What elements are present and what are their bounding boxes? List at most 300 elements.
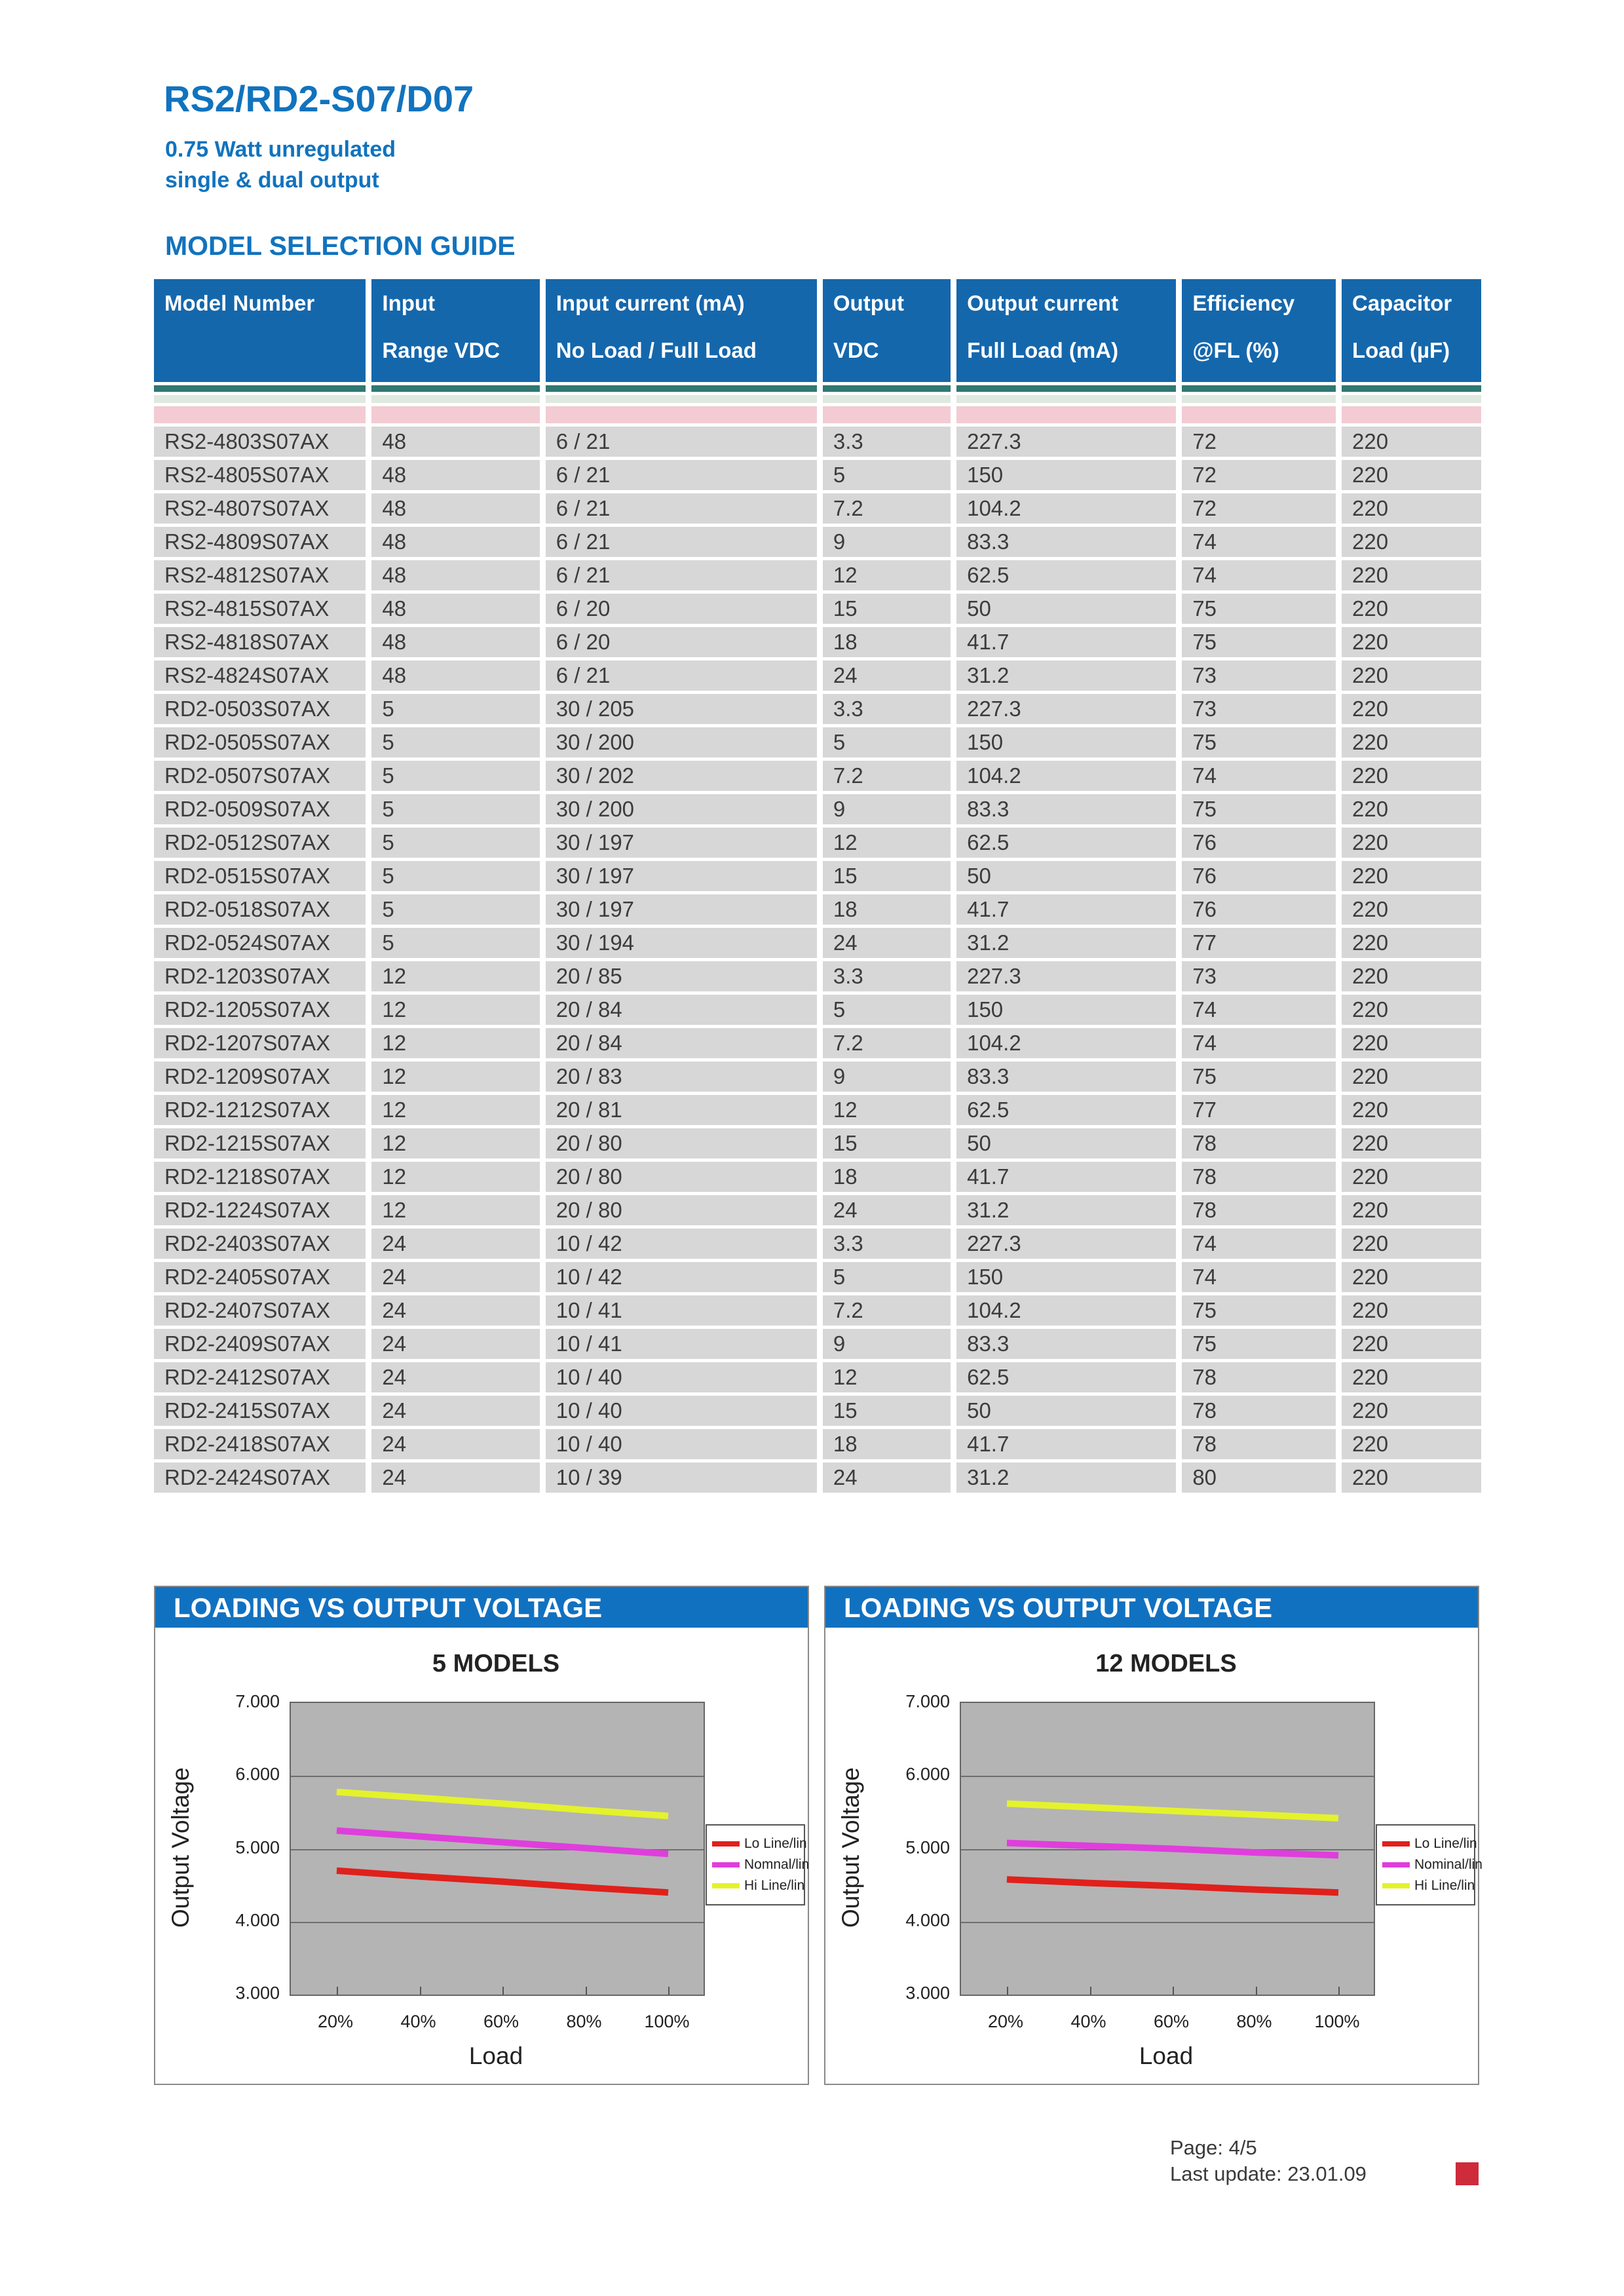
table-separator-strip — [154, 406, 1481, 423]
table-cell: 10 / 40 — [546, 1429, 817, 1459]
table-cell: 75 — [1182, 794, 1336, 824]
table-cell: 72 — [1182, 460, 1336, 490]
table-cell: 18 — [823, 627, 951, 657]
table-cell: 74 — [1182, 1262, 1336, 1292]
table-cell: 7.2 — [823, 1028, 951, 1058]
table-cell: RD2-1209S07AX — [154, 1062, 366, 1092]
table-cell: 220 — [1342, 928, 1481, 958]
table-cell: 83.3 — [956, 1062, 1176, 1092]
table-cell: RD2-0507S07AX — [154, 761, 366, 791]
legend-label: Hi Line/lin — [1414, 1878, 1475, 1893]
table-cell: 50 — [956, 594, 1176, 624]
table-cell: 7.2 — [823, 493, 951, 524]
table-cell: 220 — [1342, 527, 1481, 557]
table-cell: 76 — [1182, 894, 1336, 925]
y-axis-label: Output Voltage — [167, 1767, 194, 1928]
table-row — [154, 627, 1481, 657]
table-cell: 150 — [956, 460, 1176, 490]
table-cell: 48 — [371, 527, 539, 557]
table-cell: RD2-0503S07AX — [154, 694, 366, 724]
table-cell: RD2-1207S07AX — [154, 1028, 366, 1058]
table-row — [154, 493, 1481, 524]
table-cell: 5 — [371, 894, 539, 925]
table-row — [154, 1429, 1481, 1459]
table-cell: 48 — [371, 594, 539, 624]
y-tick-label: 3.000 — [235, 1983, 280, 2003]
legend-item — [712, 1854, 810, 1875]
table-cell: 220 — [1342, 1062, 1481, 1092]
table-cell: 76 — [1182, 828, 1336, 858]
table-cell: 3.3 — [823, 1229, 951, 1259]
table-cell: 3.3 — [823, 961, 951, 991]
table-cell: 220 — [1342, 961, 1481, 991]
table-cell: 30 / 197 — [546, 894, 817, 925]
table-cell: 220 — [1342, 727, 1481, 757]
table-cell: 6 / 21 — [546, 427, 817, 457]
table-cell: 24 — [823, 1195, 951, 1225]
table-row — [154, 694, 1481, 724]
table-row — [154, 660, 1481, 691]
table-cell: 78 — [1182, 1195, 1336, 1225]
table-cell: 12 — [371, 1062, 539, 1092]
table-row — [154, 794, 1481, 824]
table-row — [154, 1295, 1481, 1326]
table-row — [154, 594, 1481, 624]
table-cell: 18 — [823, 894, 951, 925]
table-cell: 41.7 — [956, 627, 1176, 657]
table-cell: 12 — [823, 1095, 951, 1125]
table-cell: RD2-2412S07AX — [154, 1362, 366, 1392]
y-tick-label: 5.000 — [905, 1837, 950, 1857]
model-selection-table — [148, 276, 1487, 1496]
table-cell: 62.5 — [956, 560, 1176, 590]
chart-panel-header: LOADING VS OUTPUT VOLTAGE — [825, 1587, 1478, 1630]
table-cell: 62.5 — [956, 828, 1176, 858]
table-cell: 104.2 — [956, 1028, 1176, 1058]
table-cell: 227.3 — [956, 427, 1176, 457]
y-axis-label: Output Voltage — [837, 1767, 864, 1928]
footer-last-update: Last update: 23.01.09 — [1170, 2162, 1367, 2185]
table-cell: RD2-2415S07AX — [154, 1396, 366, 1426]
table-cell: 220 — [1342, 1463, 1481, 1493]
table-row — [154, 1329, 1481, 1359]
table-cell: 5 — [371, 861, 539, 891]
table-cell: 76 — [1182, 861, 1336, 891]
table-row — [154, 727, 1481, 757]
table-cell: 77 — [1182, 928, 1336, 958]
legend-swatch — [1382, 1862, 1410, 1867]
table-cell: 83.3 — [956, 1329, 1176, 1359]
table-cell: 30 / 205 — [546, 694, 817, 724]
legend — [706, 1824, 810, 1905]
table-cell: 24 — [371, 1329, 539, 1359]
table-cell: 220 — [1342, 694, 1481, 724]
y-tick-label: 3.000 — [905, 1983, 950, 2003]
table-cell: 74 — [1182, 527, 1336, 557]
table-cell: 220 — [1342, 894, 1481, 925]
table-cell: 5 — [823, 1262, 951, 1292]
table-cell: 50 — [956, 1396, 1176, 1426]
table-cell: 75 — [1182, 627, 1336, 657]
table-cell: 220 — [1342, 560, 1481, 590]
y-tick-label: 6.000 — [235, 1764, 280, 1784]
table-cell: 220 — [1342, 627, 1481, 657]
table-cell: 7.2 — [823, 1295, 951, 1326]
table-row — [154, 995, 1481, 1025]
table-cell: 12 — [823, 1362, 951, 1392]
table-cell: 3.3 — [823, 694, 951, 724]
table-cell: 24 — [371, 1396, 539, 1426]
table-cell: 220 — [1342, 1028, 1481, 1058]
table-cell: 74 — [1182, 1229, 1336, 1259]
table-cell: RS2-4812S07AX — [154, 560, 366, 590]
table-row — [154, 527, 1481, 557]
x-tick-label: 20% — [317, 2012, 354, 2031]
table-cell: 12 — [371, 1128, 539, 1158]
table-cell: 6 / 20 — [546, 627, 817, 657]
table-cell: 72 — [1182, 493, 1336, 524]
table-cell: 15 — [823, 1396, 951, 1426]
table-cell: RD2-0515S07AX — [154, 861, 366, 891]
table-cell: RD2-0524S07AX — [154, 928, 366, 958]
table-cell: 10 / 42 — [546, 1262, 817, 1292]
table-row — [154, 894, 1481, 925]
table-cell: 78 — [1182, 1162, 1336, 1192]
table-cell: 75 — [1182, 594, 1336, 624]
table-cell: 5 — [371, 828, 539, 858]
table-cell: 150 — [956, 727, 1176, 757]
x-tick-label: 60% — [483, 2012, 519, 2031]
table-cell: 24 — [823, 1463, 951, 1493]
table-cell: 150 — [956, 1262, 1176, 1292]
y-tick-label: 7.000 — [905, 1691, 950, 1712]
table-cell: 220 — [1342, 1095, 1481, 1125]
chart-panel — [824, 1586, 1482, 2085]
table-cell: 12 — [371, 1195, 539, 1225]
table-header-cell: Efficiency @FL (%) — [1182, 279, 1336, 382]
table-cell: 80 — [1182, 1463, 1336, 1493]
table-cell: 9 — [823, 1062, 951, 1092]
section-heading: MODEL SELECTION GUIDE — [165, 231, 516, 261]
table-cell: RS2-4818S07AX — [154, 627, 366, 657]
table-cell: 12 — [823, 828, 951, 858]
table-cell: 48 — [371, 460, 539, 490]
table-row — [154, 928, 1481, 958]
legend-swatch — [712, 1883, 740, 1888]
table-cell: 83.3 — [956, 794, 1176, 824]
plot-area — [290, 1702, 705, 1996]
table-cell: 220 — [1342, 660, 1481, 691]
table-cell: 10 / 40 — [546, 1396, 817, 1426]
table-separator-strip — [154, 385, 1481, 392]
series-line-hi-line-lin — [337, 1792, 668, 1816]
table-cell: 48 — [371, 660, 539, 691]
table-cell: 220 — [1342, 1429, 1481, 1459]
table-header-cell: Input current (mA) No Load / Full Load — [546, 279, 817, 382]
table-cell: 78 — [1182, 1396, 1336, 1426]
table-cell: 10 / 39 — [546, 1463, 817, 1493]
table-cell: RD2-1224S07AX — [154, 1195, 366, 1225]
table-cell: 220 — [1342, 995, 1481, 1025]
table-cell: 41.7 — [956, 1429, 1176, 1459]
x-tick-label: 100% — [1314, 2012, 1360, 2031]
table-cell: 48 — [371, 627, 539, 657]
table-cell: 48 — [371, 560, 539, 590]
table-cell: 20 / 85 — [546, 961, 817, 991]
table-cell: 220 — [1342, 1195, 1481, 1225]
table-cell: RD2-1218S07AX — [154, 1162, 366, 1192]
table-cell: 12 — [823, 560, 951, 590]
table-row — [154, 1362, 1481, 1392]
table-cell: 5 — [371, 727, 539, 757]
table-cell: 104.2 — [956, 761, 1176, 791]
table-row — [154, 828, 1481, 858]
table-row — [154, 1195, 1481, 1225]
table-cell: 73 — [1182, 660, 1336, 691]
page-title: RS2/RD2-S07/D07 — [164, 78, 474, 119]
table-row — [154, 460, 1481, 490]
table-cell: 77 — [1182, 1095, 1336, 1125]
table-cell: 9 — [823, 527, 951, 557]
table-cell: 24 — [823, 928, 951, 958]
series-line-lo-line-lin — [337, 1871, 668, 1892]
legend-swatch — [712, 1862, 740, 1867]
x-axis-label: Load — [1139, 2042, 1194, 2069]
table-cell: RD2-0505S07AX — [154, 727, 366, 757]
table-cell: 5 — [371, 794, 539, 824]
table-cell: 24 — [371, 1229, 539, 1259]
table-cell: 220 — [1342, 761, 1481, 791]
table-cell: 31.2 — [956, 1463, 1176, 1493]
table-cell: 220 — [1342, 1262, 1481, 1292]
table-cell: 75 — [1182, 727, 1336, 757]
legend-label: Lo Line/lin — [1414, 1836, 1477, 1851]
x-tick-label: 60% — [1153, 2012, 1190, 2031]
table-cell: 75 — [1182, 1295, 1336, 1326]
table-row — [154, 1062, 1481, 1092]
table-cell: 50 — [956, 861, 1176, 891]
table-cell: RD2-0509S07AX — [154, 794, 366, 824]
table-cell: 220 — [1342, 493, 1481, 524]
series-line-hi-line-lin — [1007, 1804, 1338, 1818]
table-cell: 78 — [1182, 1362, 1336, 1392]
table-cell: 227.3 — [956, 961, 1176, 991]
y-tick-label: 7.000 — [235, 1691, 280, 1712]
table-cell: RD2-0512S07AX — [154, 828, 366, 858]
table-cell: 41.7 — [956, 1162, 1176, 1192]
table-row — [154, 761, 1481, 791]
x-tick-label: 20% — [987, 2012, 1024, 2031]
legend-item — [712, 1833, 807, 1854]
legend-label: Hi Line/lin — [744, 1878, 805, 1893]
subtitle-line-1: 0.75 Watt unregulated — [165, 137, 396, 162]
series-line-lo-line-lin — [1007, 1879, 1338, 1892]
table-cell: 75 — [1182, 1329, 1336, 1359]
table-cell: 18 — [823, 1162, 951, 1192]
subtitle-line-2: single & dual output — [165, 168, 379, 193]
table-header-row — [154, 279, 1481, 382]
table-cell: 6 / 21 — [546, 493, 817, 524]
table-cell: 30 / 200 — [546, 727, 817, 757]
table-cell: 20 / 80 — [546, 1162, 817, 1192]
table-cell: 220 — [1342, 1396, 1481, 1426]
y-tick-label: 4.000 — [235, 1910, 280, 1930]
table-cell: 41.7 — [956, 894, 1176, 925]
table-cell: 5 — [371, 694, 539, 724]
chart-panel-header: LOADING VS OUTPUT VOLTAGE — [155, 1587, 808, 1630]
plot-area — [960, 1702, 1375, 1996]
page-subtitle — [165, 134, 396, 196]
table-cell: 12 — [371, 961, 539, 991]
table-cell: 5 — [371, 928, 539, 958]
legend-item — [1382, 1875, 1475, 1896]
table-cell: 24 — [371, 1429, 539, 1459]
table-cell: 30 / 194 — [546, 928, 817, 958]
x-axis-label: Load — [468, 2042, 523, 2069]
table-cell: 104.2 — [956, 493, 1176, 524]
legend-item — [1382, 1833, 1477, 1854]
table-row — [154, 961, 1481, 991]
table-cell: 15 — [823, 1128, 951, 1158]
table-cell: RD2-0518S07AX — [154, 894, 366, 925]
table-cell: 5 — [823, 727, 951, 757]
table-cell: 30 / 197 — [546, 828, 817, 858]
footer-red-square — [1456, 2162, 1479, 2185]
table-cell: 62.5 — [956, 1362, 1176, 1392]
x-tick-label: 80% — [566, 2012, 602, 2031]
table-row — [154, 1162, 1481, 1192]
table-cell: 48 — [371, 427, 539, 457]
table-cell: 62.5 — [956, 1095, 1176, 1125]
table-cell: RS2-4807S07AX — [154, 493, 366, 524]
table-cell: 78 — [1182, 1128, 1336, 1158]
table-cell: 6 / 21 — [546, 527, 817, 557]
table-cell: 20 / 80 — [546, 1128, 817, 1158]
table-cell: RS2-4824S07AX — [154, 660, 366, 691]
table-cell: 220 — [1342, 427, 1481, 457]
table-cell: 5 — [823, 460, 951, 490]
table-header-cell: Model Number — [154, 279, 366, 382]
table-row — [154, 1396, 1481, 1426]
table-cell: RD2-1215S07AX — [154, 1128, 366, 1158]
table-cell: 220 — [1342, 794, 1481, 824]
table-cell: 30 / 197 — [546, 861, 817, 891]
x-tick-label: 40% — [400, 2012, 436, 2031]
table-cell: 74 — [1182, 560, 1336, 590]
table-cell: 24 — [371, 1362, 539, 1392]
table-cell: 78 — [1182, 1429, 1336, 1459]
table-cell: 220 — [1342, 594, 1481, 624]
table-cell: 20 / 80 — [546, 1195, 817, 1225]
table-cell: 6 / 21 — [546, 460, 817, 490]
table-cell: 220 — [1342, 1362, 1481, 1392]
table-row — [154, 560, 1481, 590]
chart-title: 5 MODELS — [432, 1650, 560, 1677]
table-row — [154, 1095, 1481, 1125]
table-header-cell: Input Range VDC — [371, 279, 539, 382]
x-tick-label: 100% — [644, 2012, 690, 2031]
table-cell: 7.2 — [823, 761, 951, 791]
table-cell: 220 — [1342, 1128, 1481, 1158]
table-cell: 15 — [823, 594, 951, 624]
table-cell: RS2-4805S07AX — [154, 460, 366, 490]
table-cell: 12 — [371, 1028, 539, 1058]
x-tick-label: 40% — [1070, 2012, 1106, 2031]
legend-swatch — [1382, 1883, 1410, 1888]
table-cell: 6 / 21 — [546, 560, 817, 590]
legend-item — [712, 1875, 805, 1896]
table-cell: 24 — [371, 1295, 539, 1326]
table-header-cell: Output current Full Load (mA) — [956, 279, 1176, 382]
table-cell: 12 — [371, 1162, 539, 1192]
legend-swatch — [1382, 1841, 1410, 1846]
table-row — [154, 1028, 1481, 1058]
table-cell: 6 / 21 — [546, 660, 817, 691]
table-cell: RD2-2403S07AX — [154, 1229, 366, 1259]
table-row — [154, 1229, 1481, 1259]
table-separator-strip — [154, 395, 1481, 403]
table-cell: 220 — [1342, 1295, 1481, 1326]
table-cell: 31.2 — [956, 1195, 1176, 1225]
table-row — [154, 1262, 1481, 1292]
table-cell: 83.3 — [956, 527, 1176, 557]
series-line-nomnal-lin — [337, 1831, 668, 1854]
table-cell: 150 — [956, 995, 1176, 1025]
table-header-cell: Output VDC — [823, 279, 951, 382]
legend-swatch — [712, 1841, 740, 1846]
table-cell: 220 — [1342, 1162, 1481, 1192]
table-cell: 12 — [371, 1095, 539, 1125]
table-cell: 15 — [823, 861, 951, 891]
table-cell: RD2-1205S07AX — [154, 995, 366, 1025]
table-cell: RS2-4803S07AX — [154, 427, 366, 457]
table-cell: 73 — [1182, 694, 1336, 724]
table-cell: 50 — [956, 1128, 1176, 1158]
table-cell: 48 — [371, 493, 539, 524]
table-cell: 220 — [1342, 460, 1481, 490]
table-cell: RD2-2418S07AX — [154, 1429, 366, 1459]
y-tick-label: 4.000 — [905, 1910, 950, 1930]
table-cell: 9 — [823, 794, 951, 824]
table-cell: 74 — [1182, 1028, 1336, 1058]
table-cell: 30 / 202 — [546, 761, 817, 791]
table-cell: 104.2 — [956, 1295, 1176, 1326]
table-cell: 6 / 20 — [546, 594, 817, 624]
table-cell: RD2-2424S07AX — [154, 1463, 366, 1493]
footer-page-number: Page: 4/5 — [1170, 2136, 1257, 2159]
table-cell: 20 / 84 — [546, 995, 817, 1025]
chart-title: 12 MODELS — [1095, 1650, 1237, 1677]
table-cell: 10 / 41 — [546, 1295, 817, 1326]
table-cell: 20 / 81 — [546, 1095, 817, 1125]
table-cell: RD2-2409S07AX — [154, 1329, 366, 1359]
table-cell: 10 / 40 — [546, 1362, 817, 1392]
table-cell: RD2-1203S07AX — [154, 961, 366, 991]
table-cell: 74 — [1182, 995, 1336, 1025]
table-cell: RD2-1212S07AX — [154, 1095, 366, 1125]
table-cell: 75 — [1182, 1062, 1336, 1092]
table-cell: 5 — [823, 995, 951, 1025]
legend-item — [1382, 1854, 1482, 1875]
table-cell: 24 — [371, 1262, 539, 1292]
table-cell: 5 — [371, 761, 539, 791]
table-cell: 73 — [1182, 961, 1336, 991]
table-cell: 18 — [823, 1429, 951, 1459]
table-cell: 72 — [1182, 427, 1336, 457]
table-row — [154, 861, 1481, 891]
table-cell: 31.2 — [956, 660, 1176, 691]
table-cell: RD2-2405S07AX — [154, 1262, 366, 1292]
